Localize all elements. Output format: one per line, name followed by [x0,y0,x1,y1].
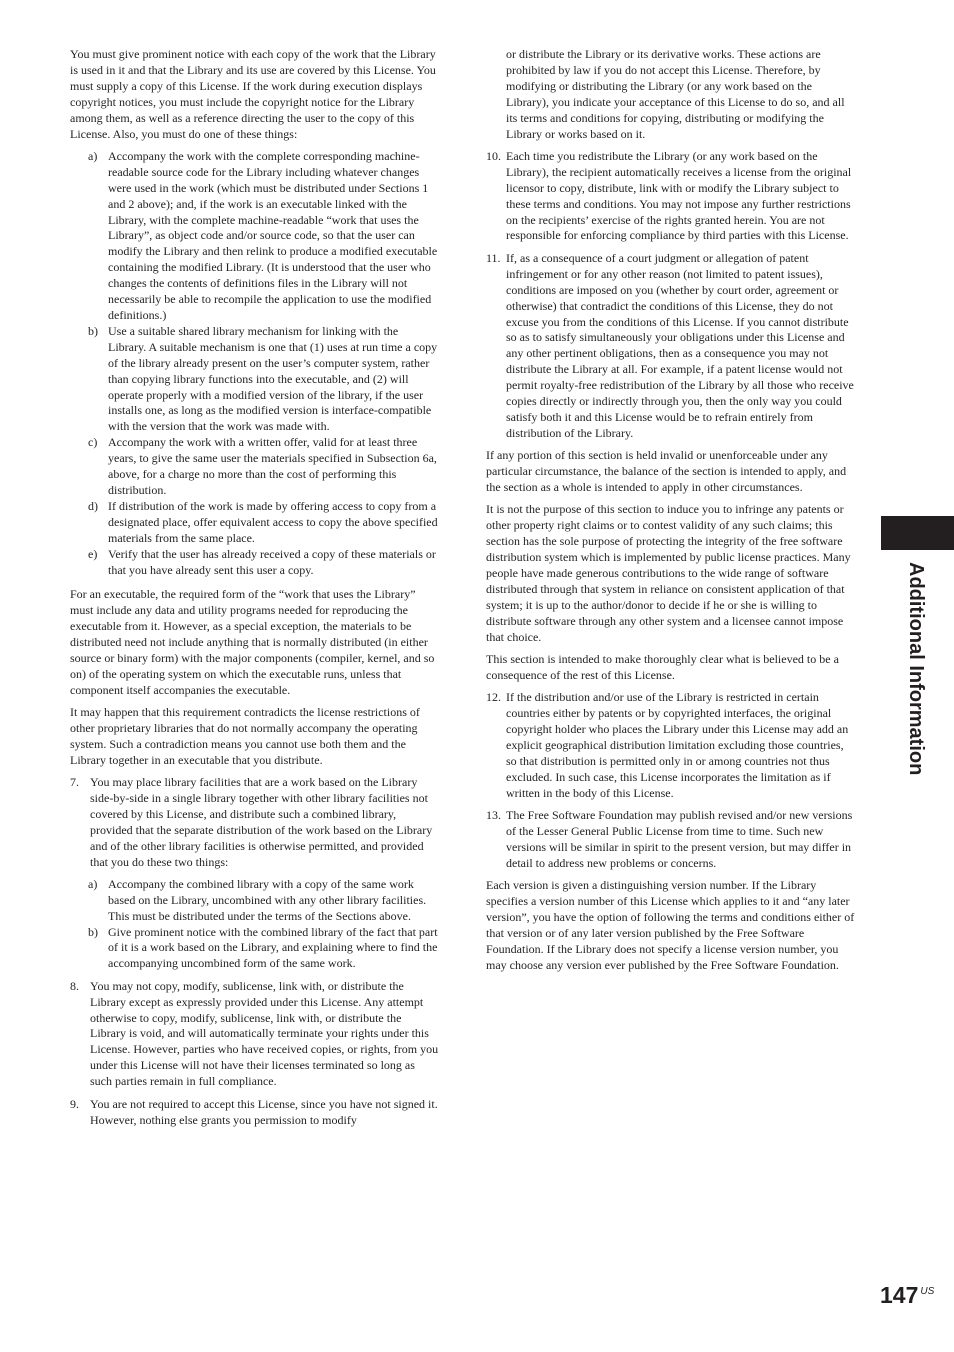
clause-11: 11. If, as a consequence of a court judgment or allegation of patent infringement or for any other reason (not limited to patent issues), conditions are imposed on you (whether by court order, agreement or otherwise) that contradict the conditions of this License, they do not excuse you from the conditions of this License. If you cannot distribute so as to satisfy simultaneously your obligations under this License and any other pertinent obligations, then as a consequence you may not distribute the Library at all. For example, if a patent license would not permit royalty-free redistribution of the Library by all those who receive copies directly or indirectly through you, then the only way you could satisfy both it and this License would be to refrain entirely from distribution of the Library. [486,250,854,440]
clause-8: 8. You may not copy, modify, sublicense, link with, or distribute the Library except as expressly provided under this License. Any attempt otherwise to copy, modify, sublicense, link with, or distribute the Library is void, and will automatically terminate your rights under this License. However, parties who have received copies, or rights, from you under this License will not have their licenses terminated so long as such parties remain in full compliance. [70,978,439,1089]
list-item: e) Verify that the user has already received a copy of these materials or that you have already sent this user a copy. [88,546,436,577]
list-item: b) Use a suitable shared library mechanism for linking with the Library. A suitable mechanism is one that (1) uses at run time a copy of the library already present on the user’s computer system, rather than copying library functions into the executable, and (2) will operate properly with a modified version of the library, if the user installs one, as long as the modified version is interface-compatible with the version that the work was made with. [88,323,438,434]
intro-paragraph: You must give prominent notice with each copy of the work that the Library is used in it and that the Library and its use are covered by this License. You must supply a copy of this License. If the work during execution displays copyright notices, you must include the copyright notice for the Library among them, as well as a reference directing the user to the copy of this License. Also, you must do one of these things: [70,47,436,141]
clause-13: 13. The Free Software Foundation may publish revised and/or new versions of the Lesser General Public License from time to time. Such new versions will be similar in spirit to the present version, but may differ in detail to address new problems or concerns. [486,808,853,870]
section-tab-marker [881,516,954,550]
right-column [486,47,855,980]
page-number [880,1282,935,1308]
list-item: a) Accompany the work with the complete corresponding machine-readable source code for the Library including whatever changes were used in the work (which must be distributed under Sections 1 and 2 above); and, if the work is an executable linked with the Library, with the complete machine-readable “work that uses the Library”, as object code and/or source code, so that the user can modify the Library and then relink to produce a modified executable containing the modified Library. (It is understood that the user who changes the contents of definitions files in the Library will not necessarily be able to recompile the application to use the modified definitions.) [88,148,438,322]
clarity-paragraph: This section is intended to make thoroughly clear what is believed to be a consequence of the rest of this License. [486,652,839,683]
invalid-portion-paragraph: If any portion of this section is held invalid or unenforceable under any particular circumstance, the balance of the section is intended to apply, and the section as a whole is intended to apply in other circumstances. [486,448,847,495]
executable-paragraph: For an executable, the required form of the “work that uses the Library” must include any data and utility programs needed for reproducing the executable from it. However, as a special exception, the materials to be distributed need not include anything that is normally distributed (in either source or binary form) with the major components (compiler, kernel, and so on) of the operating system on which the executable runs, unless that component itself accompanies the executable. [70,587,435,697]
list-item: a) Accompany the combined library with a copy of the same work based on the Library, uncombined with any other library facilities. This must be distributed under the terms of the Sections above. [88,876,427,923]
requirements-list [88,149,439,578]
clause-7: 7. You may place library facilities that are a work based on the Library side-by-side in a single library together with other library facilities not covered by this License, and distribute such a combined library, provided that the separate distribution of the work based on the Library and of the other library facilities is otherwise permitted, and provided that you do these two things: a) Accompany the combined library with a copy of the same work based on the Library, uncombined with any other library facilities. This must be distributed under the terms of the Sections above. b) Give prominent notice with the combined library of the fact that part of it is a work based on the Library, and explaining where to find the accompanying uncombined form of the same work. [70,775,438,971]
region-code: US [920,1286,935,1297]
clause-9: 9. You are not required to accept this License, since you have not signed it. However, nothing else grants you permission to modify [70,1096,438,1127]
contradiction-paragraph: It may happen that this requirement contradicts the license restrictions of other proprietary libraries that do not normally accompany the operating system. Such a contradiction means you cannot use both them and the Library together in an executable that you distribute. [70,705,420,767]
section-title-vertical: Additional Information [905,562,927,776]
page-number-value: 147 [880,1282,919,1308]
clause-7-sublist [88,877,439,972]
clause-10: 10. Each time you redistribute the Library (or any work based on the Library), the recipient automatically receives a license from the original licensor to copy, distribute, link with or modify the Library subject to these terms and conditions. You may not impose any further restrictions on the recipients’ exercise of the rights granted herein. You are not responsible for enforcing compliance by third parties with this License. [486,148,852,243]
clause-12: 12. If the distribution and/or use of the Library is restricted in certain countries either by patents or by copyrighted interfaces, the original copyright holder who places the Library under this License may add an explicit geographical distribution limitation excluding those countries, so that distribution is permitted only in or among countries not thus excluded. In such case, this License incorporates the limitation as if written in the body of this License. [486,690,849,800]
list-item: c) Accompany the work with a written offer, valid for at least three years, to give the same user the materials specified in Subsection 6a, above, for a charge no more than the cost of performing this distribution. [88,435,437,497]
left-column [70,47,439,1135]
list-item: b) Give prominent notice with the combined library of the fact that part of it is a work based on the Library, and explaining where to find the accompanying uncombined form of the same work. [88,924,438,971]
version-paragraph: Each version is given a distinguishing version number. If the Library specifies a version number of this License which applies to it and “any later version”, you have the option of following the terms and conditions either of that version or of any later version published by the Free Software Foundation. If the Library does not specify a license version number, you may choose any version ever published by the Free Software Foundation. [486,878,855,972]
purpose-paragraph: It is not the purpose of this section to induce you to infringe any patents or other property right claims or to contest validity of any such claims; this section has the sole purpose of protecting the integrity of the free software distribution system which is implemented by public license practices. Many people have made generous contributions to the wide range of software distributed through that system in reliance on consistent application of that system; it is up to the author/donor to decide if he or she is willing to distribute software through any other system and a licensee cannot impose that choice. [486,502,851,644]
list-item: d) If distribution of the work is made by offering access to copy from a designated place, offer equivalent access to copy the above specified materials from the same place. [88,498,438,545]
clause-9-continued: or distribute the Library or its derivative works. These actions are prohibited by law if you do not accept this License. Therefore, by modifying or distributing the Library (or any work based on the Library), you indicate your acceptance of this License to do so, and all its terms and conditions for copying, distributing or modifying the Library or works based on it. [506,47,845,141]
